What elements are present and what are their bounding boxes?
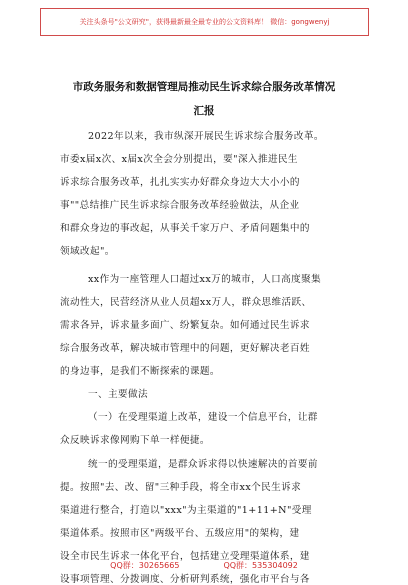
body-line: 渠道进行整合，打造以"xxx"为主渠道的"1+11+N"受理 — [60, 505, 312, 516]
body-line: 提。按照"去、改、留"三种手段，将全市xx个民生诉求 — [60, 482, 302, 493]
body-line: 事""总结推广民生诉求综合服务改革经验做法，从企业 — [60, 200, 300, 211]
body-line: 市委x届x次、x届x次全会分别提出，要"深入推进民生 — [60, 154, 298, 165]
section-heading: 一、主要做法 — [88, 389, 148, 400]
footer-qq-group-1: QQ群：30265665 — [110, 561, 180, 570]
body-line: 和群众身边的事改起，从事关千家万户、矛盾问题集中的 — [60, 223, 310, 234]
body-line: 2022年以来，我市纵深开展民生诉求综合服务改革。 — [88, 131, 324, 142]
document-title-continued: 汇报 — [193, 105, 215, 117]
body-line: 设全市民生诉求一体化平台，包括建立受理渠道体系，建 — [60, 551, 310, 562]
body-line: 诉求综合服务改革，扎扎实实办好群众身边大大小小的 — [60, 177, 300, 188]
header-banner-text: 关注头条号"公文研究"，获得最新最全最专业的公文资料库！ 微信：gongwenyj — [79, 18, 330, 26]
body-line: 需求各异，诉求量多面广、纷繁复杂。如何通过民生诉求 — [60, 320, 310, 331]
header-banner — [40, 8, 369, 36]
footer-qq-group-2: QQ群：535304092 — [223, 561, 298, 570]
body-line: 的身边事，是我们不断探索的课题。 — [60, 366, 220, 377]
footer — [0, 560, 408, 571]
document-title: 市政务服务和数据管理局推动民生诉求综合服务改革情况 — [72, 81, 336, 93]
body-line: xx作为一座管理人口超过xx万的城市，人口高度聚集 — [88, 274, 322, 285]
body-line: （一）在受理渠道上改革，建设一个信息平台，让群 — [88, 412, 318, 423]
body-line: 渠道体系。按照市区"两级平台、五级应用"的架构，建 — [60, 528, 300, 539]
body-line: 综合服务改革，解决城市管理中的问题，更好解决老百姓 — [60, 343, 310, 354]
body-line: 流动性大，民营经济从业人员超xx万人，群众思维活跃、 — [60, 297, 312, 308]
body-line: 领域改起"。 — [60, 246, 115, 257]
body-line: 众反映诉求像网购下单一样便捷。 — [60, 435, 210, 446]
body-line: 统一的受理渠道，是群众诉求得以快速解决的首要前 — [88, 459, 318, 470]
body-line: 设事项管理、分拨调度、分析研判系统，强化市平台与各 — [60, 574, 310, 585]
